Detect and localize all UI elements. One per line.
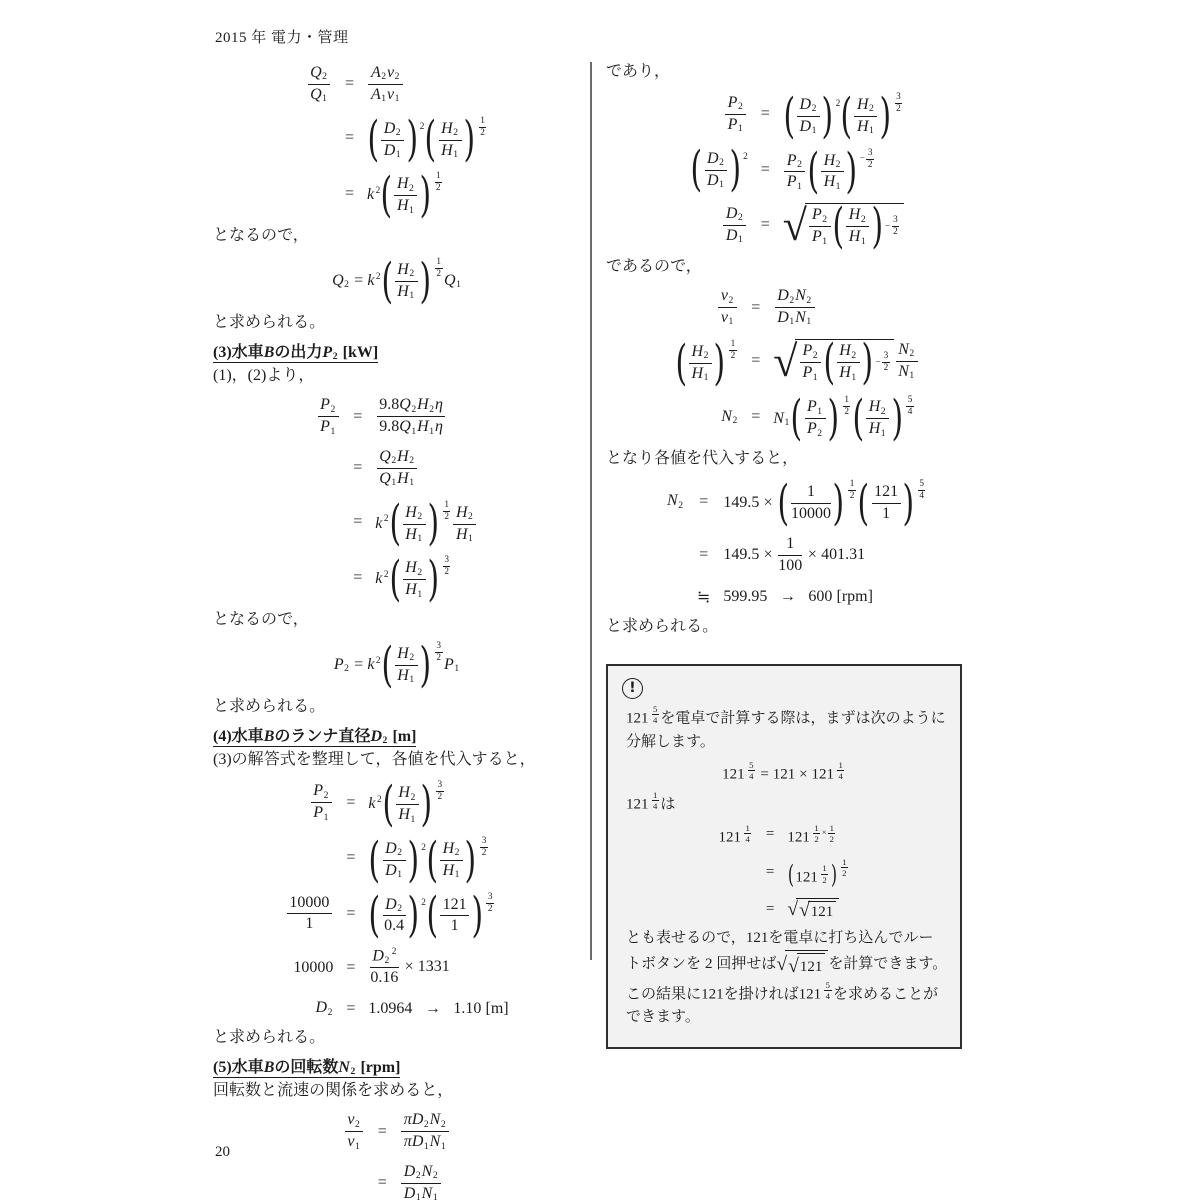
eq-rhs: k $^2$ ( $\frac{H2}{H1}$ ) $^{\frac{3}{2}}$ — [375, 551, 449, 608]
page-header: 2015 年 電力・管理 — [215, 30, 349, 46]
fraction: $\frac{H2}{H1}$ — [439, 120, 462, 161]
paren-group: ( $\frac{D2}{D1}$ ) — [783, 87, 834, 144]
fraction: $\frac{121}{1}$ — [440, 896, 469, 937]
alert-icon: ! — [622, 678, 643, 699]
eq-lhs — [722, 205, 748, 246]
eq-rhs: k $^2$ ( $\frac{H2}{H1}$ ) $^{\frac{3}{2}}$ — [368, 775, 443, 832]
text-line: 回転数と流速の関係を求めると， — [213, 1082, 454, 1100]
eq-rhs: ( $\frac{D2}{0.4}$ ) $^2$ ( $\frac{121}{1}$ ) $^{\frac{3}{2}}$ — [368, 887, 493, 944]
fraction: 1 2 — [822, 863, 827, 885]
fraction: $\frac{H2}{H1}$ — [403, 559, 426, 600]
fraction: 3 2 — [436, 641, 442, 664]
fraction: $\frac{H2}{H1}$ — [395, 261, 418, 302]
eq-rhs: N1 ( $\frac{P1}{P2}$ ) $^{\frac{1}{2}}$ ( $\frac{H2}{H1}$ ) $^{\frac{5}{4}}$ — [773, 390, 913, 447]
paren-group: ( $\frac{H2}{H1}$ ) — [381, 636, 432, 693]
fraction: $\frac{1}{10000}$ — [790, 483, 831, 523]
paren-group: ( $\frac{H2}{H1}$ ) — [382, 775, 433, 832]
sqrt: √ 1 2 1 — [788, 953, 825, 979]
paren-group: ( $\frac{D2}{D1}$ ) — [368, 831, 420, 888]
eq-rhs — [773, 287, 816, 328]
paren-group: ( $\frac{H2}{H1}$ ) — [840, 87, 892, 144]
text-line: (3)の解答式を整理して，各値を代入すると， — [213, 751, 536, 769]
equation-centered: P2 = k $^2$ ( $\frac{H2}{H1}$ ) $^{\frac{3}{2}}$ P1 — [333, 636, 460, 693]
section-heading: (5)水車Bの回転数N2 [rpm] — [213, 1058, 401, 1078]
section-heading: (4)水車Bのランナ直径D2 [m] — [213, 727, 417, 747]
fraction: $\frac{Q2}{Q1}$ — [308, 64, 331, 105]
fraction: $\frac{v2}{v1}$ — [345, 1111, 363, 1152]
fraction: $\frac{H2}{H1}$ — [837, 342, 860, 383]
equation-block — [606, 287, 988, 447]
fraction: $\frac{D2}{D1}$ — [383, 840, 406, 881]
eq-lhs — [675, 334, 738, 391]
sqrt: √ √ 1 2 1 — [776, 950, 828, 979]
eq-relation: = — [765, 825, 775, 842]
eq-lhs — [306, 64, 332, 105]
eq-lhs: 10000 — [293, 958, 334, 976]
paren-group: ( $\frac{H2}{H1}$ ) — [675, 334, 726, 391]
fraction: $\frac{H2}{H1}$ — [846, 206, 869, 247]
eq-rhs: 599.95 → 600 [rpm] — [723, 587, 873, 605]
sqrt: √ P2 P1 ( $\frac{H2}{H1}$ ) − $\frac{3}{2}$ — [773, 339, 894, 383]
eq-lhs: 121 $^{\frac{1}{4}}$ — [718, 822, 750, 846]
eq-lhs — [343, 1111, 364, 1152]
paren-group: ( $\frac{H2}{H1}$ ) — [389, 551, 440, 608]
eq-lhs — [316, 396, 340, 437]
fraction: $\frac{1}{100}$ — [778, 534, 803, 574]
fraction: 1 2 — [436, 257, 442, 280]
eq-rhs — [375, 396, 447, 437]
paren-group: ( $\frac{121}{1}$ ) — [857, 474, 915, 531]
eq-relation: = — [344, 75, 354, 93]
fraction: $\frac{D2}{D1}$ — [381, 120, 404, 161]
paren-group: ( $\frac{D2}{D1}$ ) — [690, 141, 742, 198]
paren-group: ( $\frac{H2}{H1}$ ) — [389, 495, 440, 552]
eq-lhs — [724, 94, 748, 135]
fraction: 3 2 — [487, 891, 493, 914]
fraction: $\frac{1}{2}$ — [829, 822, 834, 844]
eq-lhs — [309, 782, 333, 823]
eq-rhs — [782, 198, 904, 255]
eq-relation: = — [699, 546, 709, 564]
eq-relation: = — [377, 1122, 387, 1140]
eq-rhs: $\frac{P2}{P1}$ ( $\frac{H2}{H1}$ ) $^{- \frac{3}{2}}$ — [783, 148, 876, 193]
fraction: 5 4 — [825, 979, 830, 1001]
fraction: $\frac{D2N2}{D1N1}$ — [775, 287, 815, 328]
fraction: 1 4 — [838, 759, 843, 782]
text-line: となり各値を代入すると， — [606, 450, 799, 468]
eq-relation: = — [699, 492, 709, 510]
fraction: 3 2 — [481, 835, 487, 858]
paren-group: ( 121 $^{\frac{1}{2}}$ ) — [788, 859, 837, 890]
eq-relation: = — [346, 999, 356, 1017]
paren-group: ( $\frac{D2}{D1}$ ) — [367, 111, 418, 168]
note-box — [606, 664, 962, 1049]
fraction: 1 2 — [730, 338, 736, 361]
fraction: $\frac{H2}{H1}$ — [403, 504, 426, 545]
fraction: 5 4 — [919, 479, 924, 502]
eq-lhs: N2 — [721, 407, 738, 427]
paren-group: ( $\frac{H2}{H1}$ ) — [832, 198, 883, 255]
fraction: P2 P1 — [809, 206, 830, 247]
fraction: $\frac{H2}{H1}$ — [821, 152, 844, 193]
fraction: $\frac{D2}{D1}$ — [723, 205, 746, 246]
text-line: 121 $^{\frac{1}{4}}$ は — [626, 789, 676, 813]
eq-lhs — [717, 287, 738, 328]
fraction: $\frac{D2}{0.4}$ — [384, 895, 405, 935]
eq-relation: = — [765, 863, 775, 880]
fraction: 1 2 — [480, 115, 485, 138]
fraction: $\frac{H2}{H1}$ — [866, 398, 889, 439]
page-number: 20 — [215, 1144, 230, 1160]
eq-relation: = — [751, 298, 761, 316]
left-column — [213, 55, 581, 1200]
fraction: 5 4 — [749, 759, 754, 782]
eq-relation: = — [760, 105, 770, 123]
eq-rhs — [375, 448, 419, 489]
eq-rhs — [400, 1163, 443, 1200]
text-line: であるので， — [606, 258, 702, 276]
fraction: $\frac{3}{2}$ — [893, 215, 898, 238]
fraction: $\frac{P2}{P1}$ — [311, 782, 332, 823]
equation-block — [606, 87, 988, 255]
equation-block — [213, 64, 581, 223]
eq-relation: = — [751, 352, 761, 370]
eq-relation: = — [344, 129, 354, 147]
eq-relation: = — [346, 849, 356, 867]
fraction: $\frac{v2}{v1}$ — [718, 287, 736, 328]
right-column — [606, 58, 988, 1049]
fraction: 1 2 — [444, 499, 449, 522]
paren-group: ( $\frac{H2}{H1}$ ) — [424, 111, 476, 168]
eq-rhs — [787, 857, 849, 890]
fraction: $\frac{D2^2}{0.16}$ — [370, 947, 399, 987]
fraction: $\frac{121}{1}$ — [872, 483, 901, 524]
eq-relation: = — [353, 513, 363, 531]
eq-relation: = — [760, 161, 770, 179]
paren-group: ( $\frac{P1}{P2}$ ) — [790, 390, 840, 447]
column-divider — [590, 62, 592, 960]
eq-rhs: 149.5 × $\frac{1}{100}$ × 401.31 — [723, 534, 866, 574]
eq-relation: = — [760, 216, 770, 234]
eq-relation: = — [346, 793, 356, 811]
fraction: 3 2 — [896, 92, 901, 115]
sqrt: √ P2 P1 ( $\frac{H2}{H1}$ ) − $\frac{3}{2}$ — [783, 203, 904, 247]
eq-relation: ≒ — [697, 588, 711, 606]
sqrt: √ √ 1 2 1 — [787, 898, 839, 921]
text-line: 121 $^{\frac{5}{4}}$ を電卓で計算する際は，まずは次のように分解します。 — [626, 703, 946, 750]
eq-rhs: 121 $^{\frac{1}{2} \times \frac{1}{2}}$ — [787, 822, 834, 846]
fraction: $\frac{10000}{1}$ — [287, 894, 332, 935]
eq-relation: = — [353, 407, 363, 425]
fraction: $\frac{D2}{D1}$ — [705, 150, 728, 191]
eq-lhs: D2 — [315, 999, 333, 1018]
eq-rhs: ( $\frac{D2}{D1}$ ) $^2$ ( $\frac{H2}{H1}$ ) $^{\frac{1}{2}}$ — [367, 111, 485, 168]
fraction: $\frac{3}{2}$ — [867, 147, 873, 170]
fraction: $\frac{H2}{H1}$ — [453, 504, 476, 545]
eq-rhs — [773, 334, 919, 391]
fraction: $\frac{H2}{H1}$ — [689, 343, 712, 384]
eq-rhs — [367, 64, 404, 105]
fraction: $\frac{D2N2}{D1N1}$ — [401, 1163, 441, 1200]
eq-rhs — [400, 1111, 451, 1152]
paren-group: ( $\frac{1}{10000}$ ) — [777, 474, 845, 531]
equation-block — [620, 823, 948, 922]
eq-rhs: $\frac{D2^2}{0.16}$ × 1331 — [370, 947, 450, 987]
text-line: となるので， — [213, 611, 309, 629]
text-line: と求められる。 — [213, 697, 326, 715]
fraction: 1 2 — [849, 479, 855, 502]
fraction: $\frac{H2}{H1}$ — [395, 645, 418, 686]
paren-group: ( $\frac{H2}{H1}$ ) — [381, 252, 432, 309]
eq-relation: = — [377, 1174, 387, 1192]
equation-centered: 121 $^{\frac{5}{4}}$ = 121 × 121 $^{\frac{1}{4}}$ — [722, 759, 843, 783]
fraction: $\frac{Q2H2}{Q1H1}$ — [377, 448, 418, 489]
paren-group: ( $\frac{H2}{H1}$ ) — [807, 143, 858, 200]
fraction: $\frac{P2}{P1}$ — [318, 396, 339, 437]
eq-rhs: k $^2$ ( $\frac{H2}{H1}$ ) $^{\frac{1}{2}}$ — [366, 166, 441, 223]
eq-rhs: ( $\frac{D2}{D1}$ ) $^2$ ( $\frac{H2}{H1}$ ) $^{\frac{3}{2}}$ — [783, 87, 901, 144]
fraction: 1 2 — [842, 857, 847, 879]
fraction: $\frac{9.8Q2H2\eta}{9.8Q1H1\eta}$ — [377, 396, 446, 437]
fraction: $\frac{D2}{D1}$ — [797, 96, 820, 137]
fraction: $\frac{P1}{P2}$ — [805, 398, 826, 439]
fraction: $\frac{H2}{H1}$ — [394, 175, 417, 216]
fraction: $\frac{H2}{H1}$ — [396, 784, 419, 825]
eq-lhs: ( $\frac{D2}{D1}$ ) $^2$ — [690, 141, 748, 198]
eq-rhs: 149.5 × ( $\frac{1}{10000}$ ) $^{\frac{1}{2}}$ ( $\frac{121}{1}$ ) $^{\frac{5}{4}}$ — [723, 474, 924, 531]
eq-relation: = — [353, 459, 363, 477]
text-line: と求められる。 — [213, 1028, 326, 1046]
text-line: (1)，(2)より， — [213, 367, 315, 385]
paren-group: ( $\frac{H2}{H1}$ ) — [380, 166, 431, 223]
fraction: 3 2 — [437, 780, 443, 803]
paren-group: ( $\frac{D2}{0.4}$ ) — [368, 887, 420, 944]
equation-block — [606, 474, 988, 606]
text-line: とも表せるので，121を電卓に打ち込んでルートボタンを 2 回押せば √ √ 1 2 1 を計算できます。この結果に121を掛ければ121 $^{\frac{5}{4}}$ を求めることができます。 — [626, 930, 948, 1026]
fraction: $\frac{P2}{P1}$ — [725, 94, 746, 135]
fraction: P2 P1 — [800, 342, 821, 383]
text-line: となるので， — [213, 227, 309, 245]
fraction: 1 4 — [745, 822, 750, 844]
paren-group: ( $\frac{H2}{H1}$ ) — [426, 831, 477, 888]
eq-relation: = — [344, 184, 354, 202]
equation-block — [213, 396, 581, 608]
fraction: 3 2 — [444, 555, 449, 578]
eq-relation: = — [751, 407, 761, 425]
eq-lhs — [285, 894, 333, 935]
fraction: $\frac{3}{2}$ — [883, 351, 889, 374]
sqrt: √ 1 2 1 — [799, 901, 836, 921]
fraction: 1 4 — [653, 789, 658, 811]
eq-relation: = — [765, 901, 775, 918]
fraction: 1 2 — [436, 171, 441, 194]
eq-lhs: N2 — [667, 492, 683, 511]
fraction: $\frac{\pi D2N2}{\pi D1N1}$ — [401, 1111, 449, 1152]
paren-group: ( $\frac{H2}{H1}$ ) — [852, 390, 903, 447]
fraction: $\frac{A2v2}{A1v1}$ — [368, 64, 402, 105]
paren-group: ( $\frac{121}{1}$ ) — [426, 887, 483, 944]
fraction: $\frac{P2}{P1}$ — [784, 152, 805, 193]
eq-relation: = — [346, 904, 356, 922]
fraction: $\frac{H2}{H1}$ — [440, 840, 463, 881]
eq-relation: = — [353, 568, 363, 586]
fraction: 1 2 — [844, 394, 849, 417]
eq-rhs: k $^2$ ( $\frac{H2}{H1}$ ) $^{\frac{1}{2}}$ $\frac{H2}{H1}$ — [375, 500, 478, 545]
eq-rhs: ( $\frac{D2}{D1}$ ) $^2$ ( $\frac{H2}{H1}$ ) $^{\frac{3}{2}}$ — [368, 831, 487, 888]
fraction: 5 4 — [653, 703, 658, 726]
text-line: と求められる。 — [213, 313, 326, 331]
fraction: $\frac{H2}{H1}$ — [854, 96, 877, 137]
eq-rhs — [787, 898, 839, 921]
paren-group: ( $\frac{H2}{H1}$ ) — [823, 334, 874, 391]
eq-relation: = — [346, 958, 356, 976]
fraction: 5 4 — [907, 394, 913, 417]
equation-block — [213, 1111, 581, 1200]
eq-rhs: 1.0964 → 1.10 [m] — [368, 999, 509, 1017]
section-heading: (3)水車Bの出力P2 [kW] — [213, 343, 379, 363]
text-line: であり， — [606, 63, 671, 80]
equation-block — [213, 775, 581, 1018]
equation-centered: Q2 = k $^2$ ( $\frac{H2}{H1}$ ) $^{\frac{1}{2}}$ Q1 — [332, 252, 461, 309]
fraction: $\frac{N2}{N1}$ — [896, 341, 918, 382]
text-line: と求められる。 — [606, 617, 719, 635]
fraction: $\frac{1}{2}$ — [814, 822, 819, 844]
